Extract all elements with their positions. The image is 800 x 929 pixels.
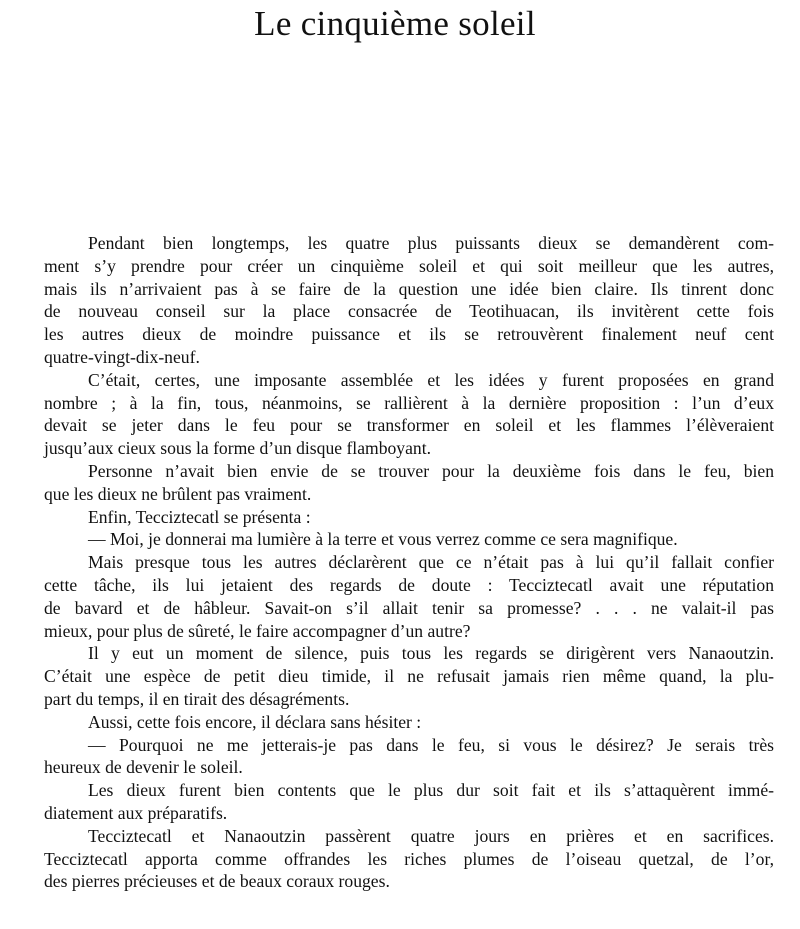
text-line: Mais presque tous les autres déclarèrent que ce n’était pas à lui qu’il fallait confier bbox=[88, 552, 774, 573]
text-line: mieux, pour plus de sûreté, le faire accompagner d’un autre? bbox=[44, 620, 471, 641]
text-line: quatre-vingt-dix-neuf. bbox=[44, 346, 200, 367]
text-line: C’était une espèce de petit dieu timide, il ne refusait jamais rien même quand, la plu- bbox=[44, 666, 774, 687]
text-line: des pierres précieuses et de beaux coraux rouges. bbox=[44, 871, 390, 892]
text-line: jusqu’aux cieux sous la forme d’un disque flamboyant. bbox=[44, 438, 431, 459]
text-line: part du temps, il en tirait des désagréments. bbox=[44, 688, 350, 709]
text-line: Enfin, Tecciztecatl se présenta : bbox=[88, 506, 311, 527]
text-line: ment s’y prendre pour créer un cinquième soleil et qui soit meilleur que les autres, bbox=[44, 255, 774, 276]
text-line: C’était, certes, une imposante assemblée et les idées y furent proposées en grand bbox=[88, 369, 774, 390]
page-title: Le cinquième soleil bbox=[254, 4, 536, 43]
text-line: Personne n’avait bien envie de se trouver pour la deuxième fois dans le feu, bien bbox=[88, 460, 774, 481]
text-line: que les dieux ne brûlent pas vraiment. bbox=[44, 483, 312, 504]
text-line: — Pourquoi ne me jetterais-je pas dans le feu, si vous le désirez? Je serais très bbox=[88, 734, 774, 755]
text-line: de nouveau conseil sur la place consacrée de Teotihuacan, ils invitèrent cette fois bbox=[44, 301, 774, 322]
text-line: Aussi, cette fois encore, il déclara sans hésiter : bbox=[88, 711, 422, 732]
text-line: Il y eut un moment de silence, puis tous les regards se dirigèrent vers Nanaoutzin. bbox=[88, 643, 774, 664]
text-line: — Moi, je donnerai ma lumière à la terre et vous verrez comme ce sera magnifique. bbox=[88, 529, 678, 550]
text-line: les autres dieux de moindre puissance et ils se retrouvèrent finalement neuf cent bbox=[44, 324, 774, 345]
text-line: devait se jeter dans le feu pour se transformer en soleil et les flammes l’élèveraient bbox=[44, 415, 774, 436]
text-line: mais ils n’arrivaient pas à se faire de la question une idée bien claire. Ils tinrent donc bbox=[44, 278, 774, 299]
text-line: heureux de devenir le soleil. bbox=[44, 757, 243, 778]
text-line: Les dieux furent bien contents que le plus dur soit fait et ils s’attaquèrent immé- bbox=[88, 780, 774, 801]
text-line: cette tâche, ils lui jetaient des regards de doute : Tecciztecatl avait une réputation bbox=[44, 574, 774, 595]
text-line: Pendant bien longtemps, les quatre plus puissants dieux se demandèrent com- bbox=[88, 233, 774, 253]
body-text bbox=[44, 232, 774, 893]
text-line: nombre ; à la fin, tous, néanmoins, se rallièrent à la dernière proposition : l’un d’eux bbox=[44, 392, 774, 413]
text-line: Tecciztecatl et Nanaoutzin passèrent quatre jours en prières et en sacrifices. bbox=[88, 825, 774, 846]
text-line: Tecciztecatl apporta comme offrandes les riches plumes de l’oiseau quetzal, de l’or, bbox=[44, 848, 774, 869]
text-line: diatement aux préparatifs. bbox=[44, 802, 228, 823]
text-line: de bavard et de hâbleur. Savait-on s’il allait tenir sa promesse? . . . ne valait-il pas bbox=[44, 597, 774, 618]
